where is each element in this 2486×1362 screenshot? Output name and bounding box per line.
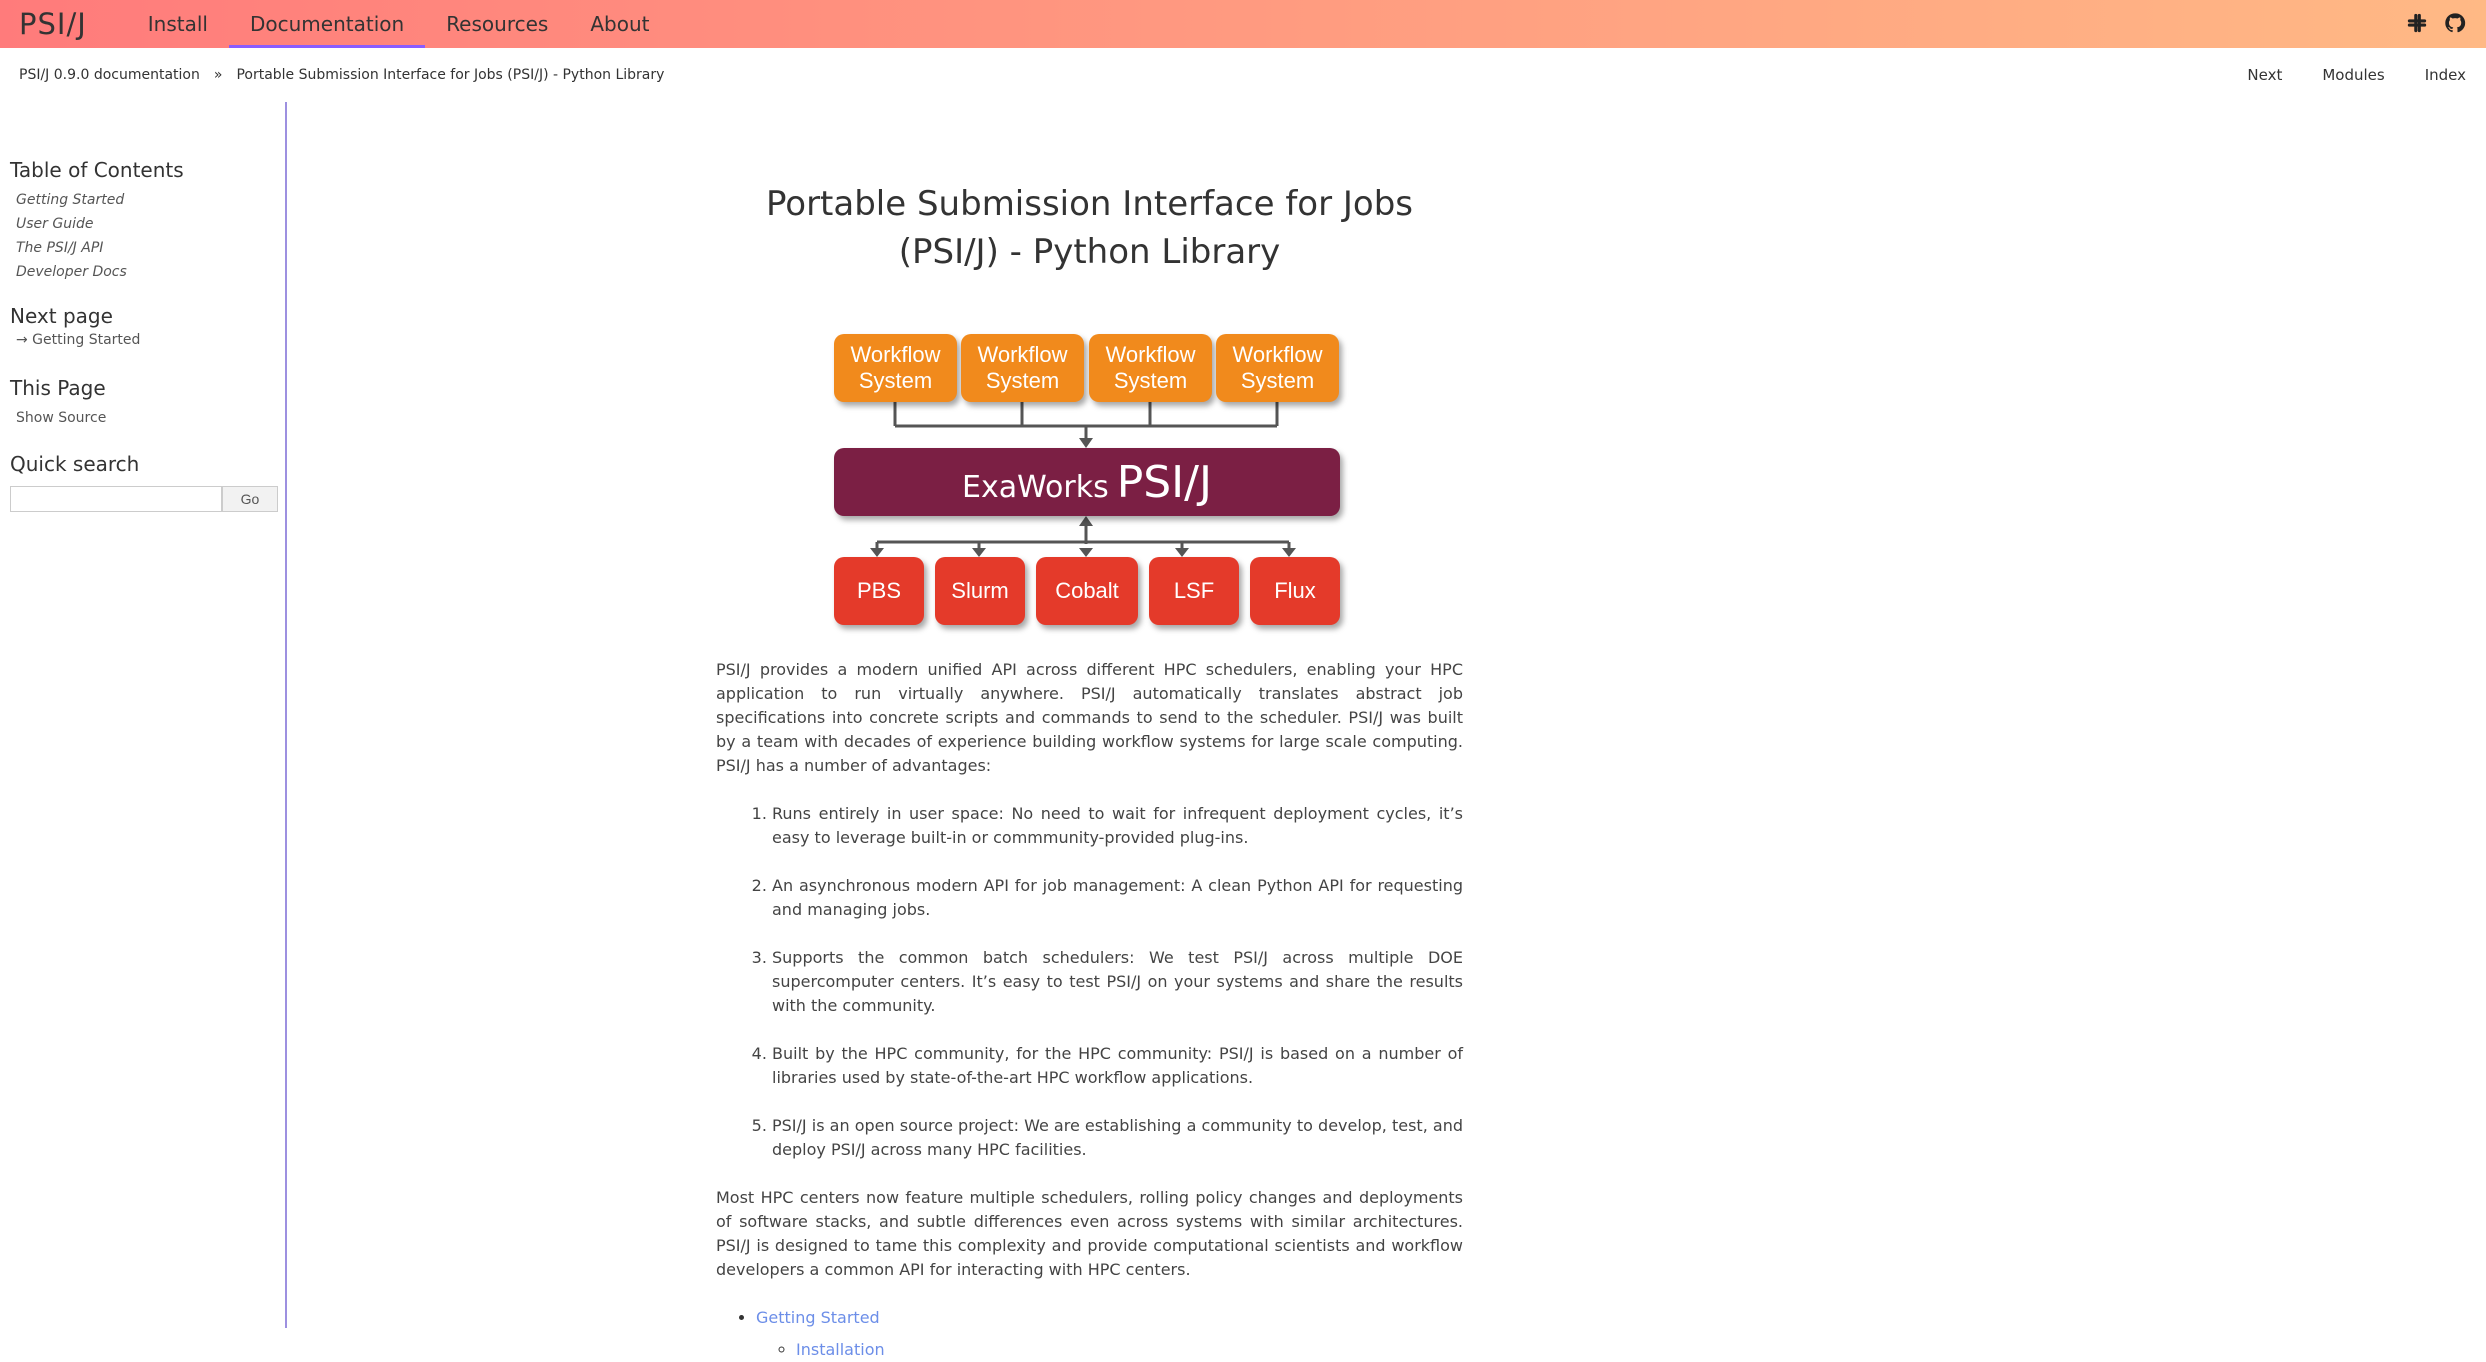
- scheduler-lsf-box: LSF: [1149, 557, 1239, 625]
- installation-link[interactable]: Installation: [796, 1340, 885, 1359]
- related-links: [2247, 66, 2466, 84]
- nav-about[interactable]: About: [590, 12, 650, 36]
- advantage-item: 5. PSI/J is an open source project: We are establishing a community to develop, test, and deploy PSI/J across many HPC facilities.: [772, 1114, 1463, 1162]
- exaworks-label: ExaWorks: [962, 469, 1109, 505]
- workflow-system-box: Workflow System: [1089, 334, 1212, 402]
- show-source-link[interactable]: Show Source: [16, 410, 107, 426]
- psij-core-box: [834, 448, 1340, 516]
- next-link[interactable]: Next: [2247, 66, 2283, 84]
- advantage-item: 2. An asynchronous modern API for job management: A clean Python API for requesting and managing jobs.: [772, 874, 1463, 922]
- top-navbar: [0, 0, 2486, 48]
- workflow-system-box: Workflow System: [834, 334, 957, 402]
- intro-paragraph: PSI/J provides a modern unified API across different HPC schedulers, enabling your HPC application to run virtually anywhere. PSI/J automatically translates abstract job specifications into concrete scripts and commands to send to the scheduler. PSI/J was built by a team with decades of experience building workflow systems for large scale computing. PSI/J has a number of advantages:: [716, 660, 1463, 775]
- brand-logo[interactable]: PSI/J: [19, 7, 87, 41]
- psij-label: PSI/J: [1116, 456, 1212, 508]
- next-page-heading: Next page: [10, 304, 113, 328]
- quick-search-heading: Quick search: [10, 452, 140, 476]
- github-icon[interactable]: [2444, 12, 2466, 38]
- toc-item-user-guide[interactable]: User Guide: [16, 216, 94, 232]
- breadcrumb-home[interactable]: PSI/J 0.9.0 documentation: [19, 67, 200, 83]
- workflow-system-box: Workflow System: [1216, 334, 1339, 402]
- nav-icons: [2406, 12, 2466, 38]
- advantage-item: 4. Built by the HPC community, for the HPC community: PSI/J is based on a number of libraries used by state-of-the-art HPC workflow applications.: [772, 1042, 1463, 1090]
- breadcrumb-current[interactable]: Portable Submission Interface for Jobs (PSI/J) - Python Library: [236, 67, 665, 83]
- nav-install[interactable]: Install: [147, 12, 208, 36]
- scheduler-slurm-box: Slurm: [935, 557, 1025, 625]
- toc-list: [16, 188, 285, 284]
- page-title: Portable Submission Interface for Jobs (PSI/J) - Python Library: [765, 184, 1413, 272]
- this-page-heading: This Page: [10, 376, 106, 400]
- toc-item-developer-docs[interactable]: Developer Docs: [16, 264, 127, 280]
- getting-started-link[interactable]: Getting Started: [756, 1308, 880, 1327]
- architecture-diagram: [716, 334, 1463, 636]
- main-content: [716, 102, 1463, 1362]
- advantage-item: 1. Runs entirely in user space: No need to wait for infrequent deployment cycles, it’s easy to leverage built-in or commmunity-provided plug-ins.: [772, 802, 1463, 850]
- toc-tree: [716, 1306, 1463, 1362]
- toc-subtree-item: [796, 1338, 1463, 1362]
- breadcrumb: [19, 67, 664, 83]
- scheduler-pbs-box: PBS: [834, 557, 924, 625]
- search-go-button[interactable]: Go: [222, 486, 278, 512]
- slack-icon[interactable]: [2406, 12, 2428, 38]
- related-bar: [0, 48, 2486, 102]
- nav-resources[interactable]: Resources: [446, 12, 549, 36]
- toc-subtree: [756, 1338, 1463, 1362]
- scheduler-flux-box: Flux: [1250, 557, 1340, 625]
- toc-item-api[interactable]: The PSI/J API: [16, 240, 104, 256]
- quick-search-form: [10, 486, 285, 512]
- toc-item-getting-started[interactable]: Getting Started: [16, 192, 125, 208]
- workflow-system-box: Workflow System: [961, 334, 1084, 402]
- toc-heading: Table of Contents: [10, 158, 184, 182]
- next-page-link[interactable]: → Getting Started: [16, 332, 141, 348]
- modules-link[interactable]: Modules: [2322, 66, 2385, 84]
- nav-documentation[interactable]: Documentation: [229, 0, 425, 48]
- advantages-list: [716, 802, 1463, 1162]
- sidebar: [0, 102, 287, 1328]
- toc-tree-item: [756, 1306, 1463, 1362]
- breadcrumb-separator: »: [213, 67, 223, 83]
- search-input[interactable]: [10, 486, 222, 512]
- index-link[interactable]: Index: [2424, 66, 2466, 84]
- outro-paragraph: Most HPC centers now feature multiple schedulers, rolling policy changes and deployments of software stacks, and subtle differences even across systems with similar architectures. PSI/J is designed to tame this complexity and provide computational scientists and workflow developers a common API for interacting with HPC centers.: [716, 1188, 1463, 1279]
- scheduler-cobalt-box: Cobalt: [1036, 557, 1138, 625]
- advantage-item: 3. Supports the common batch schedulers: We test PSI/J across multiple DOE supercomputer centers. It’s easy to test PSI/J on your systems and share the results with the community.: [772, 946, 1463, 1018]
